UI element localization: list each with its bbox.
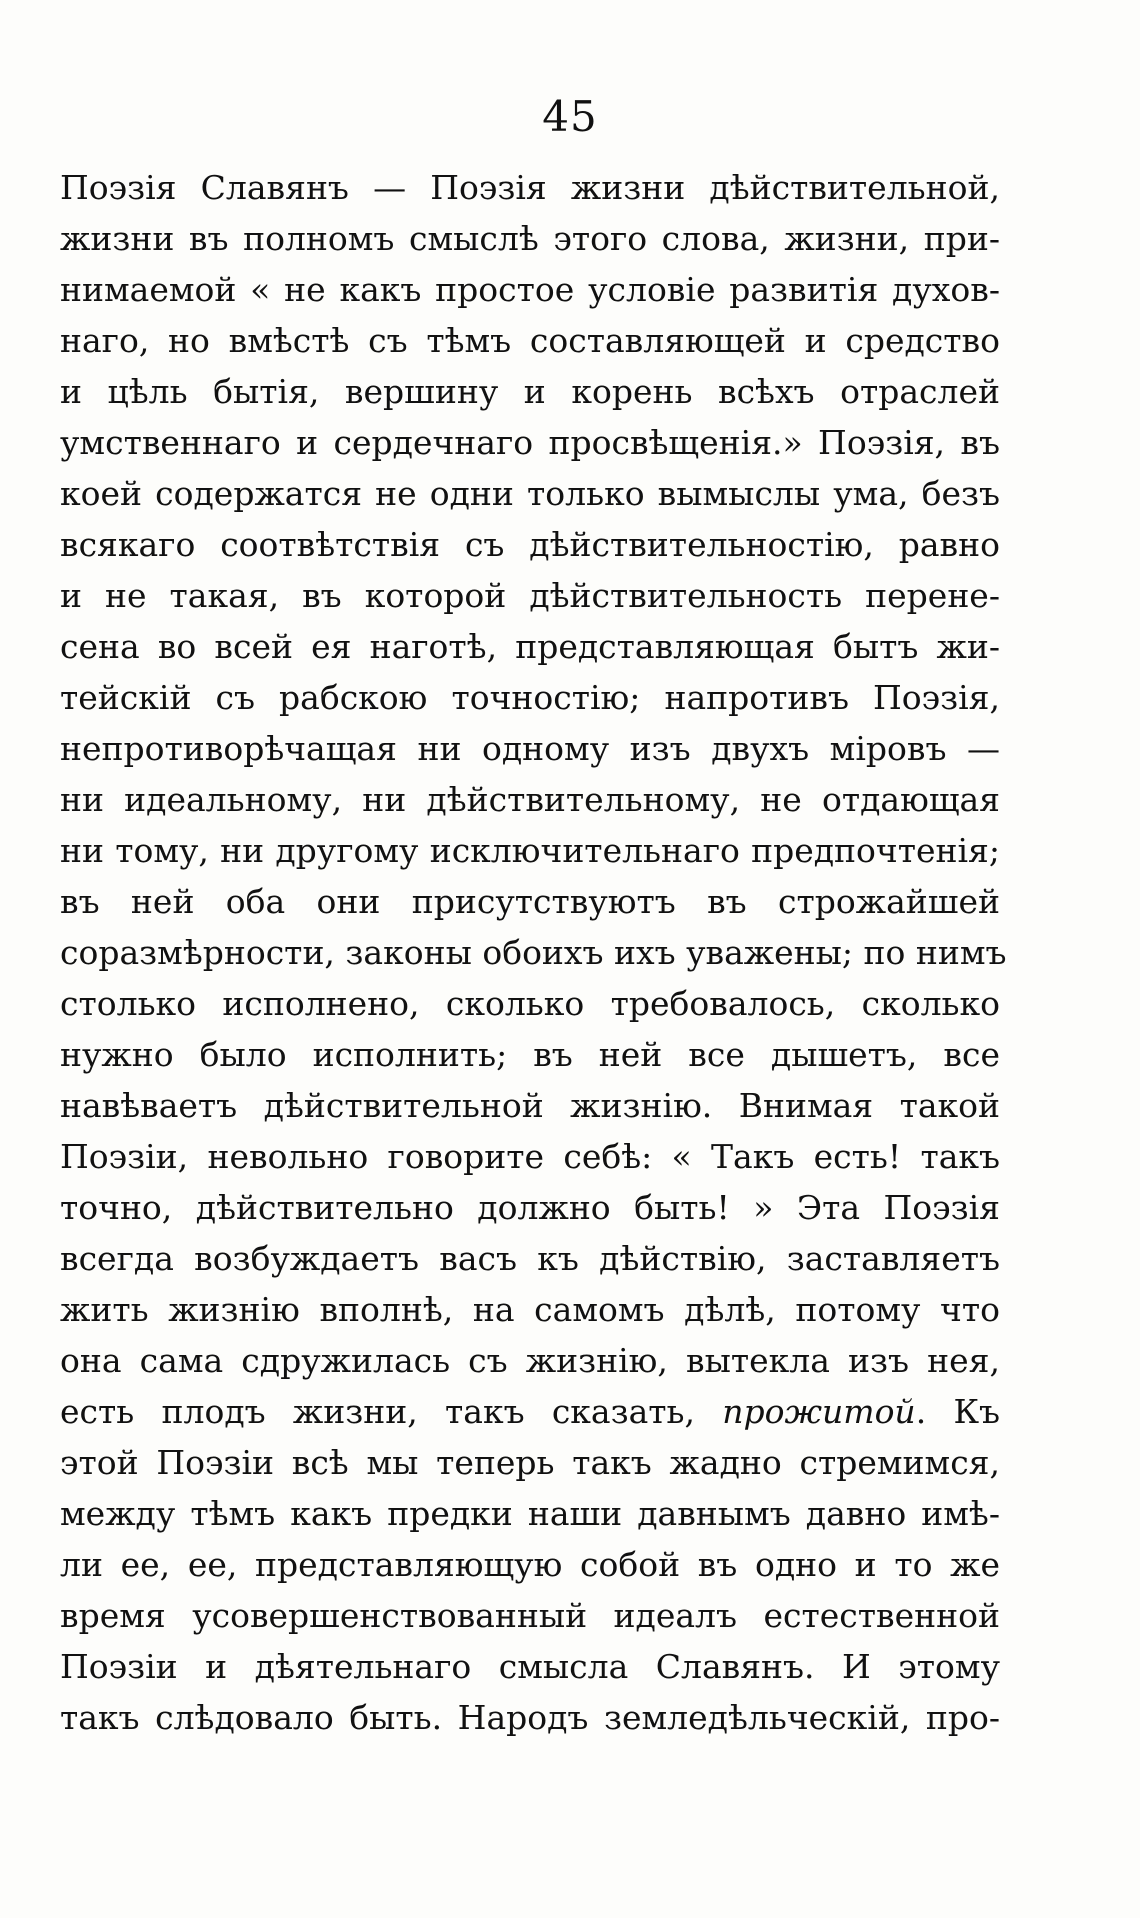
text-line: нужно было исполнить; въ ней все дышетъ, все	[60, 1035, 1000, 1074]
text-line: ни тому, ни другому исключительнаго предпочтенія;	[60, 831, 1000, 870]
text-line: ли ее, ее, представляющую собой въ одно и то же	[60, 1545, 1000, 1584]
text-line: Поэзія Славянъ — Поэзія жизни дѣйствительной,	[60, 168, 1000, 207]
text-line: такъ слѣдовало быть. Народъ земледѣльческій, про-	[60, 1698, 1000, 1737]
text-line: навѣваетъ дѣйствительной жизнію. Внимая такой	[60, 1086, 1000, 1125]
text-line: она сама сдружилась съ жизнію, вытекла изъ нея,	[60, 1341, 1000, 1380]
text-line-with-italic	[60, 1386, 1000, 1437]
text-line: жить жизнію вполнѣ, на самомъ дѣлѣ, потому что	[60, 1290, 1000, 1329]
text-line: умственнаго и сердечнаго просвѣщенія.» Поэзія, въ	[60, 423, 1000, 462]
text-line: всякаго соотвѣтствія съ дѣйствительностію, равно	[60, 525, 1000, 564]
text-line: наго, но вмѣстѣ съ тѣмъ составляющей и средство	[60, 321, 1000, 360]
text-run: . Къ	[915, 1392, 1000, 1431]
text-line: время усовершенствованный идеалъ естественной	[60, 1596, 1000, 1635]
text-line: и не такая, въ которой дѣйствительность перене-	[60, 576, 1000, 615]
italic-word: прожитой	[722, 1392, 916, 1431]
text-line: столько исполнено, сколько требовалось, сколько	[60, 984, 1000, 1023]
text-line: сена во всей ея наготѣ, представляющая бытъ жи-	[60, 627, 1000, 666]
text-line: непротиворѣчащая ни одному изъ двухъ міровъ —	[60, 729, 1000, 768]
page-body-text	[60, 162, 1007, 1743]
text-line: въ ней оба они присутствуютъ въ строжайшей	[60, 882, 1000, 921]
text-line: Поэзіи, невольно говорите себѣ: « Такъ есть! такъ	[60, 1137, 1000, 1176]
text-run: есть плодъ жизни, такъ сказать,	[60, 1392, 723, 1431]
text-line: жизни въ полномъ смыслѣ этого слова, жизни, при-	[60, 219, 1000, 258]
text-line: этой Поэзіи всѣ мы теперь такъ жадно стремимся,	[60, 1443, 1000, 1482]
text-line: тейскій съ рабскою точностію; напротивъ Поэзія,	[60, 678, 1000, 717]
text-line: Поэзіи и дѣятельнаго смысла Славянъ. И этому	[60, 1647, 1000, 1686]
text-line: всегда возбуждаетъ васъ къ дѣйствію, заставляетъ	[60, 1239, 1000, 1278]
text-line: соразмѣрности, законы обоихъ ихъ уважены; по нимъ	[60, 933, 1007, 972]
text-line: между тѣмъ какъ предки наши давнымъ давно имѣ-	[60, 1494, 1000, 1533]
page-number: 45	[542, 92, 598, 141]
text-line: коей содержатся не одни только вымыслы ума, безъ	[60, 474, 1000, 513]
text-line: точно, дѣйствительно должно быть! » Эта Поэзія	[60, 1188, 1000, 1227]
text-line: и цѣль бытія, вершину и корень всѣхъ отраслей	[60, 372, 1000, 411]
text-line: ни идеальному, ни дѣйствительному, не отдающая	[60, 780, 1000, 819]
text-line: нимаемой « не какъ простое условіе развитія духов-	[60, 270, 1000, 309]
